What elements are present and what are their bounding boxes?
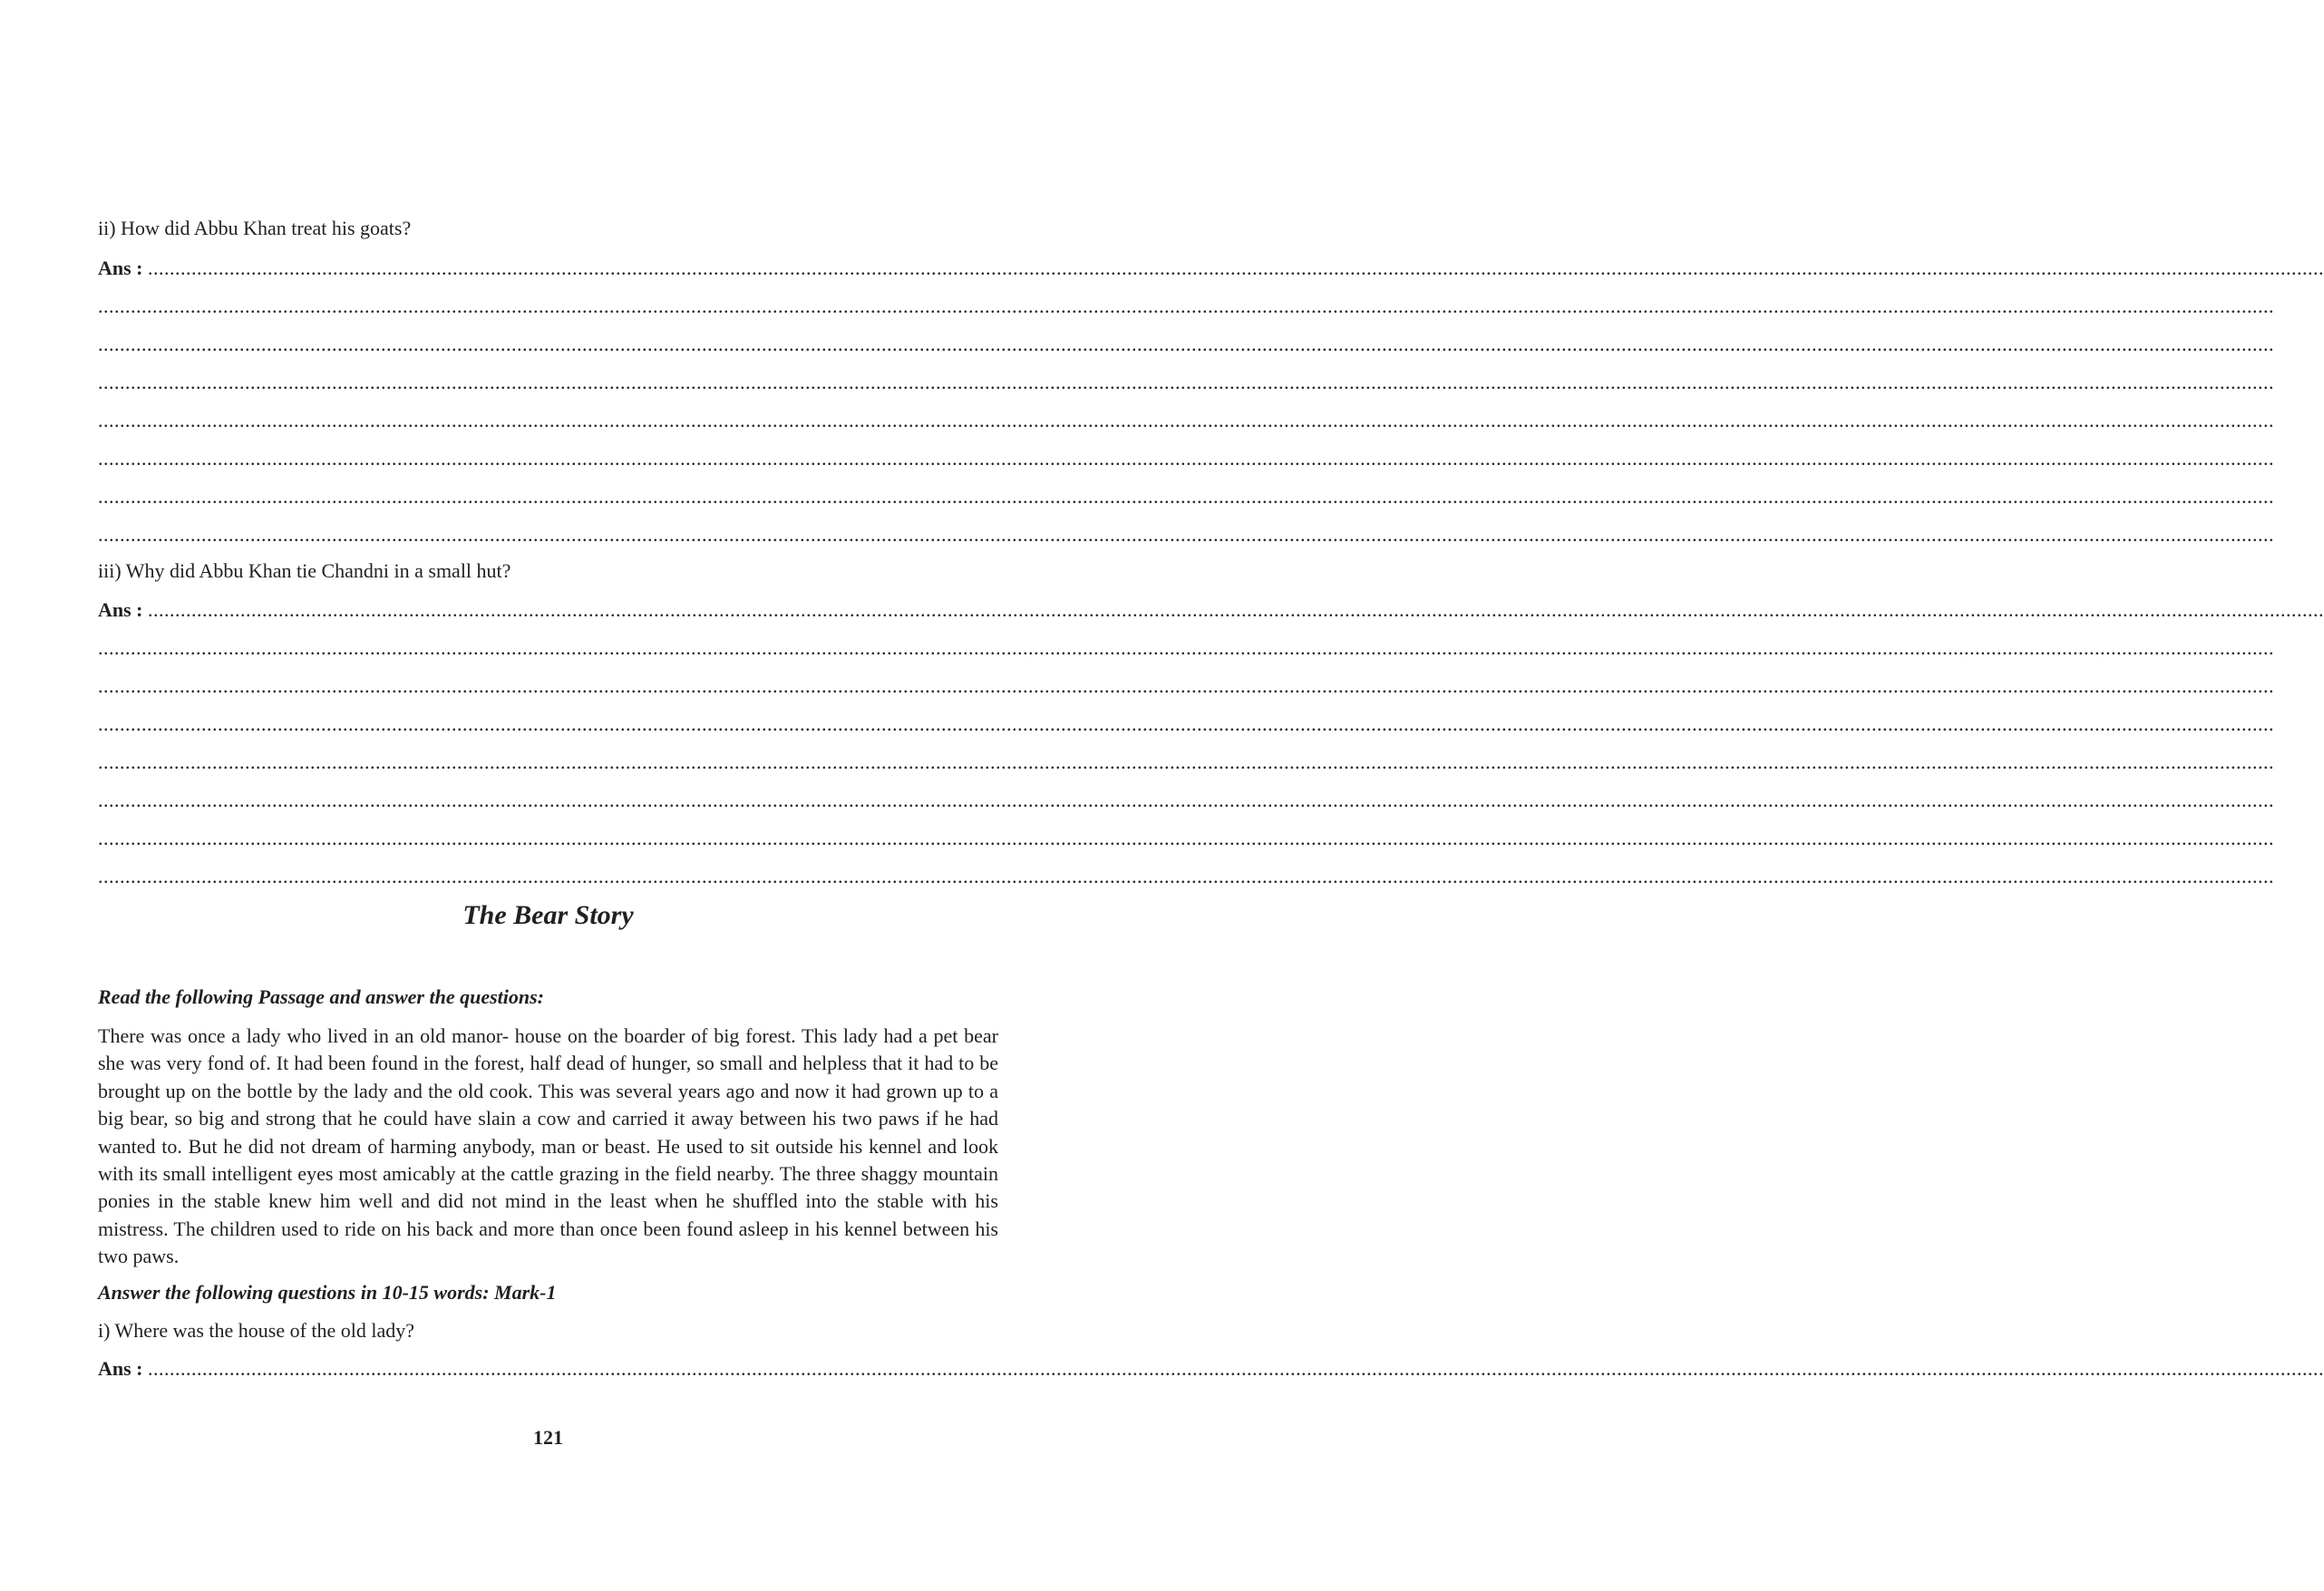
- dotted-rule: ................................................................................................................................................................................................................................................................................................................................................................................................................: [98, 789, 2274, 811]
- passage-text: There was once a lady who lived in an old manor- house on the boarder of big forest. This lady had a pet bear she was very fond of. It had been found in the forest, half dead of hunger, so small and helpless that it had to be brought up on the bottle by the lady and the old cook. This was several years ago and now it had grown up to a big bear, so big and strong that he could have slain a cow and carried it away between his two paws if he had wanted to. But he did not dream of harming anybody, man or beast. He used to sit outside his kennel and look with its small intelligent eyes most amicably at the cattle grazing in the field nearby. The three shaggy mountain ponies in the stable knew him well and did not mind in the least when he shuffled into the stable with his mistress. The children used to ride on his back and more than once been found asleep in his kennel between his two paws.: [98, 1024, 998, 1268]
- answer-line: [98, 1357, 2324, 1381]
- answer-line: [98, 827, 2274, 850]
- answer-line: [98, 409, 2274, 432]
- answer-line: [98, 257, 2324, 280]
- dotted-rule: ................................................................................................................................................................................................................................................................................................................................................................................................................: [148, 598, 2324, 621]
- page-number: 121: [533, 1426, 563, 1449]
- dotted-rule: ................................................................................................................................................................................................................................................................................................................................................................................................................: [98, 447, 2274, 470]
- answer-label: Ans :: [98, 598, 143, 621]
- dotted-rule: ................................................................................................................................................................................................................................................................................................................................................................................................................: [98, 751, 2274, 773]
- dotted-rule: ................................................................................................................................................................................................................................................................................................................................................................................................................: [98, 674, 2274, 697]
- answer-label: Ans :: [98, 1357, 143, 1380]
- answer-line: [98, 789, 2274, 812]
- answer-line: [98, 674, 2274, 698]
- answer-line: [98, 295, 2274, 318]
- answer-line: [98, 371, 2274, 394]
- dotted-rule: ................................................................................................................................................................................................................................................................................................................................................................................................................: [98, 409, 2274, 432]
- answer-instruction: Answer the following questions in 10-15 words: Mark-1: [98, 1281, 557, 1304]
- worksheet-page: [98, 0, 2324, 1591]
- dotted-rule: ................................................................................................................................................................................................................................................................................................................................................................................................................: [98, 713, 2274, 735]
- answer-label: Ans :: [98, 257, 143, 279]
- answer-line: [98, 713, 2274, 736]
- dotted-rule: ................................................................................................................................................................................................................................................................................................................................................................................................................: [98, 523, 2274, 546]
- dotted-rule: ................................................................................................................................................................................................................................................................................................................................................................................................................: [98, 371, 2274, 393]
- answer-line: [98, 865, 2274, 888]
- passage-instruction: Read the following Passage and answer the questions:: [98, 985, 545, 1008]
- dotted-rule: ................................................................................................................................................................................................................................................................................................................................................................................................................: [148, 1357, 2324, 1380]
- answer-line: [98, 485, 2274, 509]
- answer-line: [98, 523, 2274, 547]
- answer-line: [98, 598, 2324, 622]
- dotted-rule: ................................................................................................................................................................................................................................................................................................................................................................................................................: [98, 485, 2274, 508]
- dotted-rule: ................................................................................................................................................................................................................................................................................................................................................................................................................: [98, 295, 2274, 317]
- section-title: The Bear Story: [462, 900, 634, 930]
- dotted-rule: ................................................................................................................................................................................................................................................................................................................................................................................................................: [98, 636, 2274, 659]
- dotted-rule: ................................................................................................................................................................................................................................................................................................................................................................................................................: [98, 865, 2274, 888]
- question-i: i) Where was the house of the old lady?: [98, 1319, 415, 1342]
- answer-line: [98, 333, 2274, 356]
- question-iii: iii) Why did Abbu Khan tie Chandni in a small hut?: [98, 559, 511, 582]
- dotted-rule: ................................................................................................................................................................................................................................................................................................................................................................................................................: [148, 257, 2324, 279]
- answer-line: [98, 447, 2274, 471]
- dotted-rule: ................................................................................................................................................................................................................................................................................................................................................................................................................: [98, 333, 2274, 355]
- dotted-rule: ................................................................................................................................................................................................................................................................................................................................................................................................................: [98, 827, 2274, 849]
- answer-line: [98, 751, 2274, 774]
- answer-line: [98, 636, 2274, 660]
- question-ii: ii) How did Abbu Khan treat his goats?: [98, 217, 412, 239]
